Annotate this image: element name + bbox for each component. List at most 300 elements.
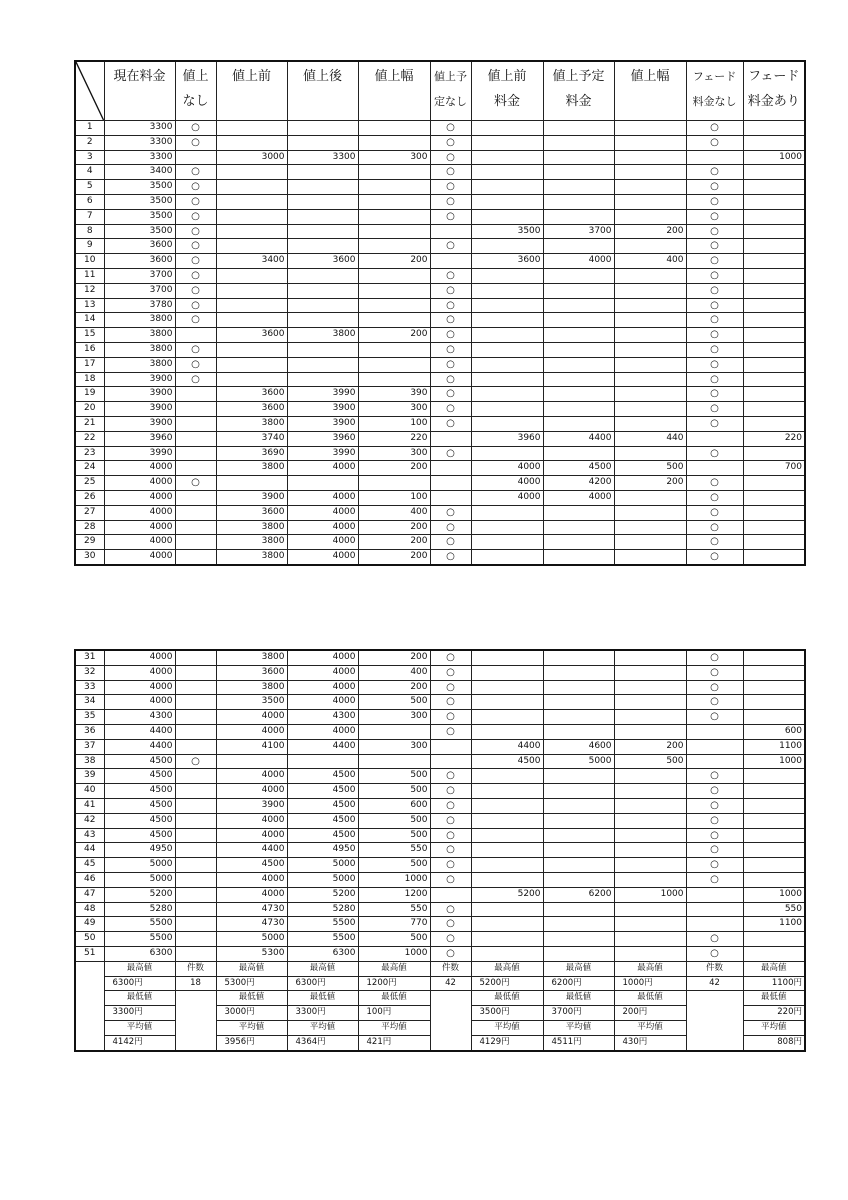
summary-value: 6300円 — [104, 976, 175, 991]
cell-plan-before — [471, 298, 543, 313]
table-row — [75, 239, 805, 254]
cell-plan-after — [543, 902, 614, 917]
cell-row-number: 28 — [75, 520, 104, 535]
cell-fade-none-mark: ○ — [686, 446, 743, 461]
cell-no-raise-mark — [175, 402, 216, 417]
cell-fade-none-mark: ○ — [686, 828, 743, 843]
cell-plan-after — [543, 828, 614, 843]
cell-price-before: 4000 — [216, 724, 287, 739]
cell-plan-after — [543, 665, 614, 680]
cell-current-price: 3500 — [104, 194, 175, 209]
cell-no-raise-mark — [175, 150, 216, 165]
cell-plan-diff — [614, 402, 686, 417]
cell-plan-after — [543, 194, 614, 209]
price-table-page2 — [74, 649, 806, 1052]
cell-plan-before — [471, 283, 543, 298]
summary-value: 3700円 — [543, 1006, 614, 1021]
cell-price-after — [287, 121, 358, 136]
cell-plan-diff: 200 — [614, 476, 686, 491]
cell-fade-yes-amount — [743, 650, 805, 665]
cell-price-diff: 500 — [358, 858, 430, 873]
table-row — [75, 813, 805, 828]
cell-current-price: 4500 — [104, 828, 175, 843]
cell-fade-yes-amount: 1100 — [743, 739, 805, 754]
cell-fade-yes-amount: 550 — [743, 902, 805, 917]
cell-row-number: 42 — [75, 813, 104, 828]
cell-current-price: 3990 — [104, 446, 175, 461]
header-no-raise: 値上 なし — [175, 61, 216, 121]
cell-plan-diff — [614, 446, 686, 461]
cell-price-after: 4000 — [287, 520, 358, 535]
cell-fade-none-mark: ○ — [686, 135, 743, 150]
cell-plan-diff: 400 — [614, 254, 686, 269]
table-row — [75, 710, 805, 725]
cell-current-price: 4500 — [104, 754, 175, 769]
cell-current-price: 4000 — [104, 650, 175, 665]
cell-plan-before: 3960 — [471, 431, 543, 446]
cell-price-diff — [358, 724, 430, 739]
cell-row-number: 6 — [75, 194, 104, 209]
cell-plan-after — [543, 724, 614, 739]
cell-price-after: 5000 — [287, 858, 358, 873]
cell-no-plan-mark — [430, 754, 471, 769]
cell-fade-yes-amount — [743, 372, 805, 387]
cell-no-plan-mark: ○ — [430, 784, 471, 799]
cell-price-diff — [358, 754, 430, 769]
summary-count: 42 — [430, 976, 471, 991]
cell-price-diff: 300 — [358, 739, 430, 754]
cell-plan-after — [543, 150, 614, 165]
header-after: 値上後 — [287, 61, 358, 121]
cell-fade-yes-amount — [743, 872, 805, 887]
cell-price-before: 3800 — [216, 520, 287, 535]
cell-price-before — [216, 135, 287, 150]
cell-plan-diff — [614, 357, 686, 372]
cell-plan-diff — [614, 298, 686, 313]
cell-price-before: 3800 — [216, 535, 287, 550]
cell-row-number: 38 — [75, 754, 104, 769]
header-fade-none: フェード 料金なし — [686, 61, 743, 121]
summary-label: 最低値 — [104, 991, 175, 1006]
cell-fade-yes-amount — [743, 769, 805, 784]
cell-fade-none-mark: ○ — [686, 784, 743, 799]
cell-plan-after — [543, 550, 614, 565]
cell-fade-none-mark: ○ — [686, 872, 743, 887]
cell-plan-after: 4000 — [543, 490, 614, 505]
cell-fade-none-mark: ○ — [686, 932, 743, 947]
cell-price-after: 4000 — [287, 550, 358, 565]
cell-row-number: 24 — [75, 461, 104, 476]
cell-current-price: 3800 — [104, 328, 175, 343]
cell-price-after — [287, 372, 358, 387]
cell-fade-none-mark: ○ — [686, 224, 743, 239]
cell-row-number: 46 — [75, 872, 104, 887]
cell-price-after: 4000 — [287, 461, 358, 476]
cell-fade-none-mark: ○ — [686, 769, 743, 784]
table-row — [75, 342, 805, 357]
cell-plan-diff: 500 — [614, 461, 686, 476]
cell-plan-diff — [614, 665, 686, 680]
cell-current-price: 4500 — [104, 813, 175, 828]
cell-price-diff: 200 — [358, 328, 430, 343]
cell-current-price: 4000 — [104, 476, 175, 491]
cell-plan-after — [543, 416, 614, 431]
cell-no-plan-mark: ○ — [430, 313, 471, 328]
table-row — [75, 194, 805, 209]
cell-no-plan-mark: ○ — [430, 798, 471, 813]
cell-price-after: 3960 — [287, 431, 358, 446]
cell-fade-none-mark: ○ — [686, 121, 743, 136]
cell-current-price: 5500 — [104, 917, 175, 932]
summary-label: 件数 — [686, 961, 743, 976]
cell-plan-before — [471, 150, 543, 165]
cell-no-plan-mark: ○ — [430, 813, 471, 828]
cell-row-number: 41 — [75, 798, 104, 813]
cell-price-before — [216, 372, 287, 387]
table-row — [75, 387, 805, 402]
cell-plan-diff — [614, 342, 686, 357]
cell-no-plan-mark: ○ — [430, 917, 471, 932]
cell-no-raise-mark — [175, 769, 216, 784]
cell-plan-after — [543, 180, 614, 195]
cell-current-price: 3600 — [104, 239, 175, 254]
summary-label: 平均値 — [471, 1020, 543, 1035]
cell-no-plan-mark: ○ — [430, 505, 471, 520]
table-row — [75, 650, 805, 665]
cell-fade-yes-amount — [743, 342, 805, 357]
cell-plan-diff — [614, 858, 686, 873]
summary-value: 5200円 — [471, 976, 543, 991]
cell-fade-none-mark: ○ — [686, 372, 743, 387]
summary-label: 最低値 — [216, 991, 287, 1006]
cell-price-before — [216, 180, 287, 195]
summary-label: 最低値 — [358, 991, 430, 1006]
cell-plan-diff — [614, 946, 686, 961]
cell-plan-before — [471, 313, 543, 328]
summary-label: 平均値 — [216, 1020, 287, 1035]
cell-fade-none-mark: ○ — [686, 520, 743, 535]
cell-price-diff: 300 — [358, 446, 430, 461]
cell-plan-after — [543, 342, 614, 357]
table-row — [75, 843, 805, 858]
cell-row-number: 25 — [75, 476, 104, 491]
cell-no-raise-mark — [175, 550, 216, 565]
cell-fade-yes-amount — [743, 520, 805, 535]
cell-price-before: 3400 — [216, 254, 287, 269]
cell-plan-after — [543, 268, 614, 283]
cell-plan-before — [471, 535, 543, 550]
cell-fade-yes-amount: 220 — [743, 431, 805, 446]
cell-plan-diff: 200 — [614, 739, 686, 754]
cell-fade-yes-amount — [743, 828, 805, 843]
cell-no-raise-mark — [175, 650, 216, 665]
cell-price-after — [287, 224, 358, 239]
cell-current-price: 3900 — [104, 372, 175, 387]
cell-price-before — [216, 165, 287, 180]
summary-label: 最高値 — [104, 961, 175, 976]
summary-label: 最低値 — [743, 991, 805, 1006]
cell-plan-before — [471, 784, 543, 799]
cell-fade-none-mark: ○ — [686, 180, 743, 195]
cell-plan-diff — [614, 798, 686, 813]
table-row — [75, 769, 805, 784]
cell-price-diff — [358, 372, 430, 387]
cell-row-number: 45 — [75, 858, 104, 873]
cell-price-before: 5000 — [216, 932, 287, 947]
cell-no-raise-mark — [175, 828, 216, 843]
cell-current-price: 5500 — [104, 932, 175, 947]
cell-plan-diff — [614, 209, 686, 224]
summary-value: 5300円 — [216, 976, 287, 991]
cell-row-number: 36 — [75, 724, 104, 739]
summary-label: 最高値 — [216, 961, 287, 976]
cell-plan-before — [471, 932, 543, 947]
cell-fade-yes-amount — [743, 254, 805, 269]
cell-plan-after — [543, 402, 614, 417]
summary-label: 最高値 — [287, 961, 358, 976]
cell-no-raise-mark: ○ — [175, 239, 216, 254]
cell-fade-none-mark: ○ — [686, 209, 743, 224]
cell-fade-yes-amount — [743, 416, 805, 431]
cell-no-raise-mark — [175, 739, 216, 754]
cell-plan-before: 3600 — [471, 254, 543, 269]
cell-price-after: 4300 — [287, 710, 358, 725]
table-row — [75, 209, 805, 224]
cell-no-raise-mark — [175, 520, 216, 535]
cell-price-before — [216, 239, 287, 254]
cell-row-number: 37 — [75, 739, 104, 754]
cell-price-before: 5300 — [216, 946, 287, 961]
cell-no-raise-mark: ○ — [175, 476, 216, 491]
cell-price-before: 4000 — [216, 887, 287, 902]
cell-plan-after — [543, 710, 614, 725]
summary-row-max-value — [75, 976, 805, 991]
cell-current-price: 5280 — [104, 902, 175, 917]
cell-fade-none-mark: ○ — [686, 550, 743, 565]
summary-label: 平均値 — [543, 1020, 614, 1035]
summary-label: 最高値 — [743, 961, 805, 976]
cell-price-after: 3900 — [287, 416, 358, 431]
cell-plan-diff: 200 — [614, 224, 686, 239]
cell-plan-diff — [614, 650, 686, 665]
cell-no-plan-mark: ○ — [430, 180, 471, 195]
cell-row-number: 12 — [75, 283, 104, 298]
cell-no-raise-mark: ○ — [175, 121, 216, 136]
cell-fade-yes-amount — [743, 798, 805, 813]
cell-price-diff: 500 — [358, 784, 430, 799]
cell-price-diff — [358, 313, 430, 328]
cell-price-diff: 550 — [358, 843, 430, 858]
cell-current-price: 4500 — [104, 784, 175, 799]
table-row — [75, 724, 805, 739]
cell-plan-after — [543, 446, 614, 461]
cell-no-raise-mark: ○ — [175, 135, 216, 150]
summary-label: 最低値 — [287, 991, 358, 1006]
cell-price-after: 3800 — [287, 328, 358, 343]
table-row — [75, 431, 805, 446]
cell-current-price: 4400 — [104, 724, 175, 739]
cell-no-plan-mark: ○ — [430, 665, 471, 680]
header-no-plan: 値上予 定なし — [430, 61, 471, 121]
cell-current-price: 4300 — [104, 710, 175, 725]
table-row — [75, 461, 805, 476]
cell-price-diff: 1000 — [358, 872, 430, 887]
cell-row-number: 29 — [75, 535, 104, 550]
cell-plan-before — [471, 505, 543, 520]
cell-price-after — [287, 476, 358, 491]
cell-no-plan-mark: ○ — [430, 298, 471, 313]
cell-price-before: 4400 — [216, 843, 287, 858]
cell-no-raise-mark — [175, 387, 216, 402]
cell-no-raise-mark — [175, 887, 216, 902]
summary-value: 3956円 — [216, 1035, 287, 1050]
table-row — [75, 917, 805, 932]
cell-no-raise-mark — [175, 872, 216, 887]
cell-plan-before: 3500 — [471, 224, 543, 239]
cell-current-price: 4950 — [104, 843, 175, 858]
cell-no-plan-mark: ○ — [430, 239, 471, 254]
cell-no-raise-mark: ○ — [175, 372, 216, 387]
cell-no-raise-mark — [175, 665, 216, 680]
cell-plan-after: 4000 — [543, 254, 614, 269]
price-table-page1 — [74, 60, 806, 566]
cell-plan-after — [543, 372, 614, 387]
cell-price-after: 4000 — [287, 665, 358, 680]
cell-row-number: 14 — [75, 313, 104, 328]
cell-no-raise-mark — [175, 680, 216, 695]
header-current: 現在料金 — [104, 61, 175, 121]
cell-plan-before — [471, 342, 543, 357]
table-row — [75, 224, 805, 239]
summary-value: 1000円 — [614, 976, 686, 991]
cell-price-after: 3900 — [287, 402, 358, 417]
cell-price-diff: 200 — [358, 650, 430, 665]
cell-fade-yes-amount — [743, 328, 805, 343]
cell-fade-yes-amount — [743, 239, 805, 254]
cell-row-number: 23 — [75, 446, 104, 461]
summary-label: 最低値 — [543, 991, 614, 1006]
cell-fade-yes-amount — [743, 209, 805, 224]
cell-price-after — [287, 180, 358, 195]
summary-block — [75, 961, 805, 1050]
summary-value: 808円 — [743, 1035, 805, 1050]
cell-no-raise-mark — [175, 946, 216, 961]
cell-price-diff: 770 — [358, 917, 430, 932]
cell-current-price: 3800 — [104, 342, 175, 357]
cell-row-number: 19 — [75, 387, 104, 402]
cell-plan-diff — [614, 313, 686, 328]
cell-no-plan-mark: ○ — [430, 843, 471, 858]
cell-current-price: 3300 — [104, 135, 175, 150]
cell-price-after: 6300 — [287, 946, 358, 961]
cell-price-before: 3000 — [216, 150, 287, 165]
cell-price-diff: 100 — [358, 416, 430, 431]
cell-plan-after — [543, 505, 614, 520]
cell-no-plan-mark: ○ — [430, 650, 471, 665]
cell-fade-yes-amount — [743, 784, 805, 799]
cell-fade-yes-amount — [743, 813, 805, 828]
cell-plan-diff — [614, 843, 686, 858]
summary-row-avg-label — [75, 1020, 805, 1035]
cell-plan-before — [471, 180, 543, 195]
summary-value: 200円 — [614, 1006, 686, 1021]
cell-fade-none-mark: ○ — [686, 254, 743, 269]
cell-no-plan-mark: ○ — [430, 416, 471, 431]
summary-value: 3300円 — [104, 1006, 175, 1021]
cell-price-before: 3800 — [216, 550, 287, 565]
cell-price-diff — [358, 476, 430, 491]
cell-current-price: 3800 — [104, 313, 175, 328]
cell-price-after — [287, 357, 358, 372]
cell-row-number: 48 — [75, 902, 104, 917]
cell-row-number: 39 — [75, 769, 104, 784]
cell-plan-before — [471, 902, 543, 917]
cell-plan-diff — [614, 387, 686, 402]
cell-plan-diff — [614, 490, 686, 505]
cell-price-diff — [358, 135, 430, 150]
cell-no-raise-mark — [175, 858, 216, 873]
cell-row-number: 11 — [75, 268, 104, 283]
cell-no-plan-mark — [430, 739, 471, 754]
cell-fade-yes-amount — [743, 283, 805, 298]
cell-row-number: 15 — [75, 328, 104, 343]
cell-no-raise-mark: ○ — [175, 209, 216, 224]
cell-fade-yes-amount — [743, 665, 805, 680]
cell-price-before: 4000 — [216, 872, 287, 887]
cell-price-diff: 200 — [358, 680, 430, 695]
cell-row-number: 16 — [75, 342, 104, 357]
header-before: 値上前 — [216, 61, 287, 121]
table-row — [75, 798, 805, 813]
cell-plan-after — [543, 769, 614, 784]
cell-price-after — [287, 298, 358, 313]
cell-price-diff: 300 — [358, 710, 430, 725]
cell-price-before — [216, 209, 287, 224]
summary-value: 4142円 — [104, 1035, 175, 1050]
cell-current-price: 4500 — [104, 769, 175, 784]
cell-price-before: 3800 — [216, 416, 287, 431]
cell-no-plan-mark: ○ — [430, 828, 471, 843]
cell-plan-before — [471, 446, 543, 461]
cell-plan-diff — [614, 150, 686, 165]
cell-fade-yes-amount — [743, 224, 805, 239]
cell-plan-after — [543, 946, 614, 961]
table-row — [75, 946, 805, 961]
summary-label: 最高値 — [471, 961, 543, 976]
cell-no-raise-mark: ○ — [175, 194, 216, 209]
cell-row-number: 35 — [75, 710, 104, 725]
summary-label: 最高値 — [358, 961, 430, 976]
cell-current-price: 3800 — [104, 357, 175, 372]
cell-no-plan-mark: ○ — [430, 328, 471, 343]
cell-current-price: 3600 — [104, 254, 175, 269]
cell-no-plan-mark — [430, 490, 471, 505]
cell-plan-before — [471, 135, 543, 150]
cell-fade-yes-amount — [743, 135, 805, 150]
cell-price-before: 4000 — [216, 813, 287, 828]
header-row — [75, 61, 805, 121]
cell-no-raise-mark: ○ — [175, 357, 216, 372]
cell-plan-before: 4000 — [471, 461, 543, 476]
cell-price-before: 4000 — [216, 710, 287, 725]
cell-plan-diff — [614, 505, 686, 520]
cell-plan-before — [471, 828, 543, 843]
cell-price-after: 3990 — [287, 387, 358, 402]
cell-fade-none-mark — [686, 887, 743, 902]
cell-plan-before — [471, 680, 543, 695]
cell-current-price: 3960 — [104, 431, 175, 446]
cell-plan-before — [471, 872, 543, 887]
